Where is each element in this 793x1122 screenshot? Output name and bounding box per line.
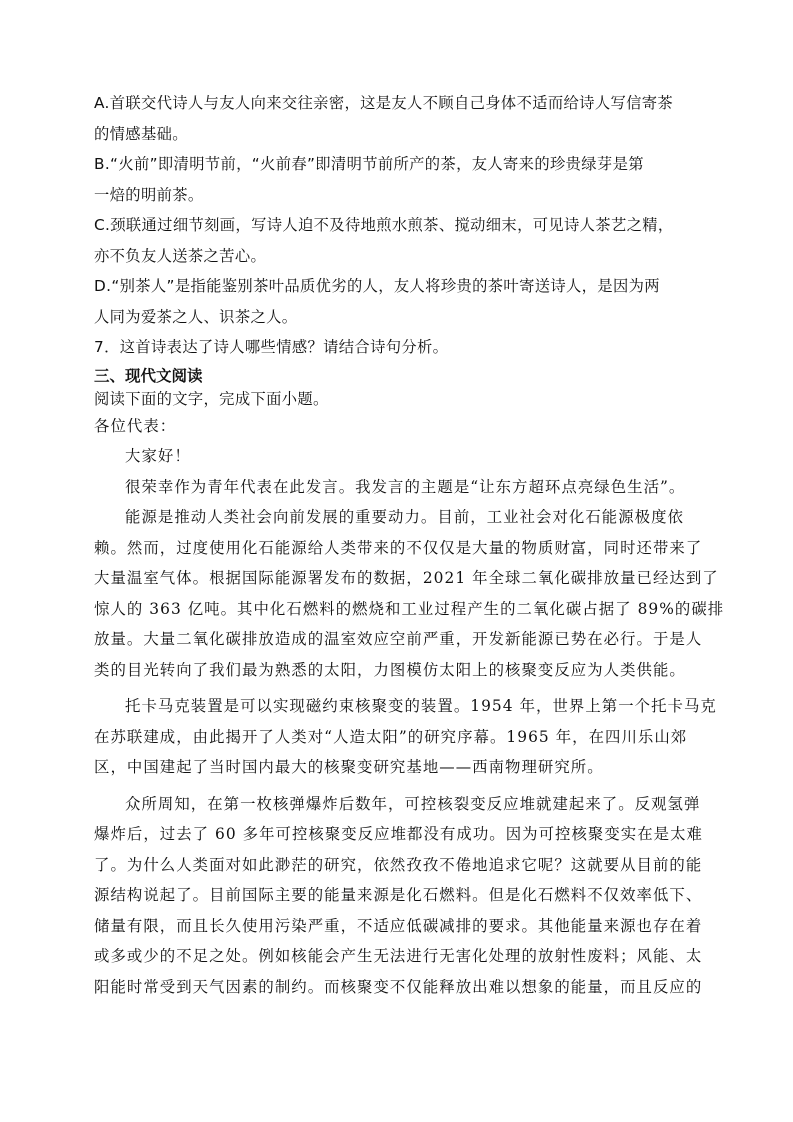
intro-paragraph: 很荣幸作为青年代表在此发言。我发言的主题是“让东方超环点亮绿色生活”。 (125, 477, 686, 496)
paragraph-line: 赖。然而，过度使用化石能源给人类带来的不仅仅是大量的物质财富，同时还带来了 (94, 538, 703, 557)
paragraph-energy (94, 502, 725, 685)
question-7: 7．这首诗表达了诗人哪些情感？请结合诗句分析。 (94, 338, 449, 356)
section-heading: 三、现代文阅读 (94, 366, 203, 385)
greeting: 大家好！ (125, 447, 191, 465)
option-d-line-2: 人同为爱茶之人、识茶之人。 (94, 307, 298, 326)
option-d-line-1: D.“别茶人”是指能鉴别茶叶品质优劣的人，友人将珍贵的茶叶寄送诗人，是因为两 (94, 277, 660, 295)
paragraph-line: 托卡马克装置是可以实现磁约束核聚变的装置。1954 年，世界上第一个托卡马克 (125, 697, 717, 715)
option-c-line-1: C.颈联通过细节刻画，写诗人迫不及待地煎水煎茶、搅动细末，可见诗人茶艺之精， (94, 216, 674, 234)
option-a-line-1: A.首联交代诗人与友人向来交往亲密，这是友人不顾自己身体不适而给诗人写信寄茶 (94, 94, 674, 112)
option-b-line-2: 一焙的明前茶。 (94, 185, 204, 204)
paragraph-line: 在苏联建成，由此揭开了人类对“人造太阳”的研究序幕。1965 年，在四川乐山郊 (94, 727, 688, 746)
paragraph-line: 区，中国建起了当时国内最大的核聚变研究基地——西南物理研究所。 (94, 758, 604, 776)
paragraph-line: 类的目光转向了我们最为熟悉的太阳，力图模仿太阳上的核聚变反应为人类供能。 (94, 660, 686, 679)
paragraph-line: 惊人的 363 亿吨。其中化石燃料的燃烧和工业过程产生的二氧化碳占据了 89%的碳排 (94, 599, 725, 618)
paragraph-line: 大量温室气体。根据国际能源署发布的数据，2021 年全球二氧化碳排放量已经达到了 (94, 569, 719, 587)
reading-instruction: 阅读下面的文字，完成下面小题。 (94, 389, 329, 408)
paragraph-line: 储量有限，而且长久使用污染严重，不适应低碳减排的要求。其他能量来源也存在着 (94, 916, 703, 935)
option-b (94, 149, 700, 210)
paragraph-tokamak (94, 691, 717, 783)
paragraph-line: 放量。大量二氧化碳排放造成的温室效应空前严重，开发新能源已势在必行。于是人 (94, 630, 703, 648)
option-b-line-1: B.“火前”即清明节前，“火前春”即清明节前所产的茶，友人寄来的珍贵绿芽是第 (94, 155, 644, 173)
option-d (94, 271, 700, 332)
option-c-line-2: 亦不负友人送茶之苦心。 (94, 246, 267, 265)
option-c (94, 210, 700, 271)
paragraph-line: 源结构说起了。目前国际主要的能量来源是化石燃料。但是化石燃料不仅效率低下、 (94, 886, 703, 904)
paragraph-line: 爆炸后，过去了 60 多年可控核聚变反应堆都没有成功。因为可控核聚变实在是太难 (94, 825, 703, 843)
option-a-line-2: 的情感基础。 (94, 124, 188, 143)
salutation: 各位代表： (94, 416, 177, 435)
page-content (94, 88, 725, 1002)
paragraph-line: 阳能时常受到天气因素的制约。而核聚变不仅能释放出难以想象的能量，而且反应的 (94, 977, 703, 996)
paragraph-line: 或多或少的不足之处。例如核能会产生无法进行无害化处理的放射性废料；风能、太 (94, 947, 703, 965)
option-a (94, 88, 700, 149)
paragraph-line: 了。为什么人类面对如此渺茫的研究，依然孜孜不倦地追求它呢？这就要从目前的能 (94, 855, 703, 874)
paragraph-line: 众所周知，在第一枚核弹爆炸后数年，可控核裂变反应堆就建起来了。反观氢弹 (125, 794, 701, 813)
paragraph-line: 能源是推动人类社会向前发展的重要动力。目前，工业社会对化石能源极度依 (125, 508, 684, 526)
paragraph-fusion (94, 789, 703, 1003)
